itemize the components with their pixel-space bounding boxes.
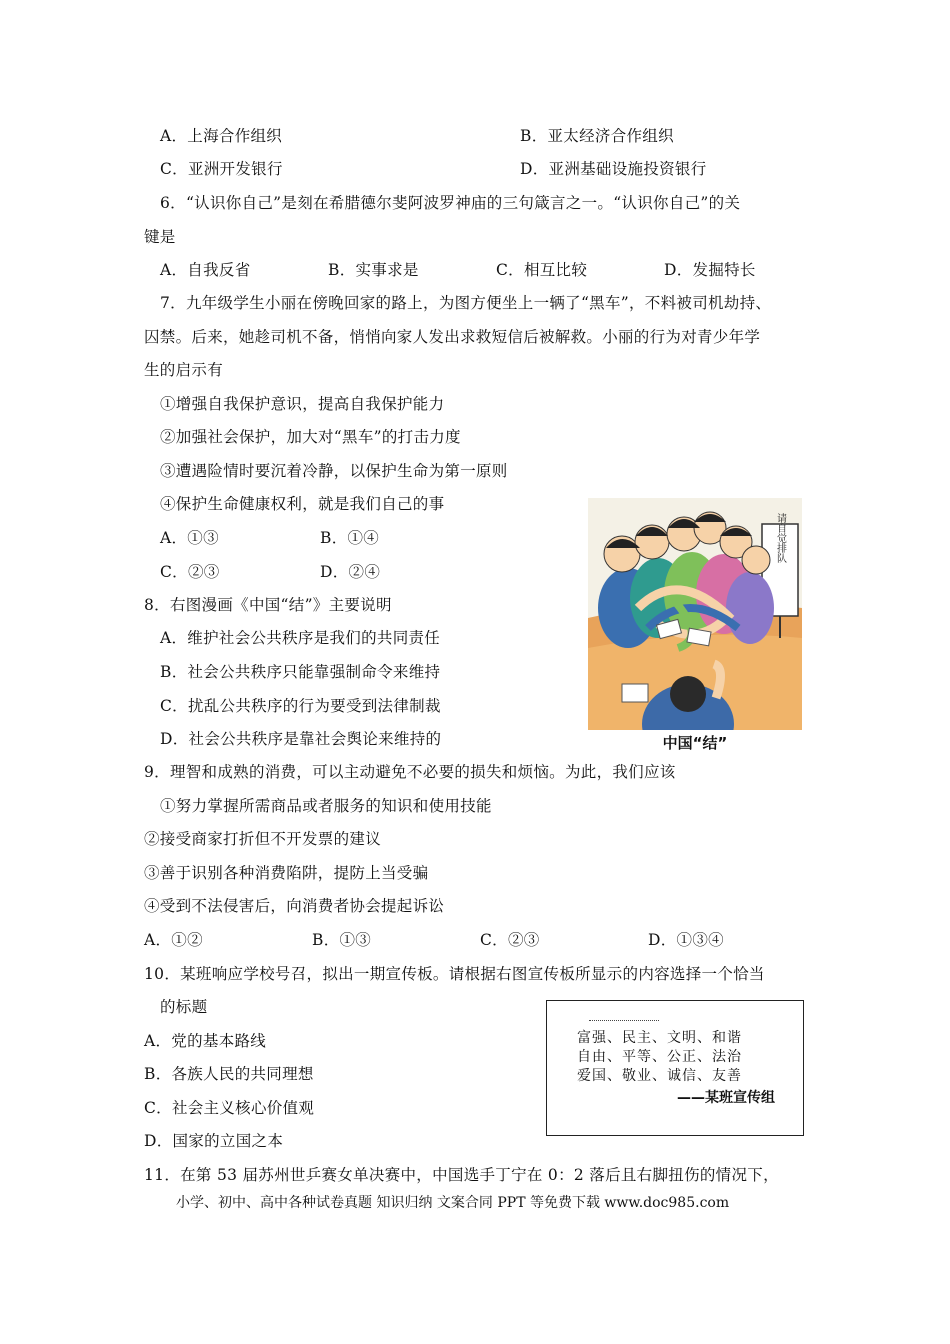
q7-stem-line3: 生的启示有	[144, 361, 224, 379]
q6-option-d: D．发掘特长	[664, 261, 756, 279]
q9-option-c: C．②③	[480, 931, 540, 949]
board-line-1: 富强、民主、文明、和谐	[577, 1030, 742, 1046]
q7-stem-line2: 囚禁。后来，她趁司机不备，悄悄向家人发出求救短信后被解救。小丽的行为对青少年学	[144, 328, 761, 346]
board-dotted-line	[589, 1020, 659, 1021]
q9-option-d: D．①③④	[648, 931, 724, 949]
propaganda-board	[546, 1000, 804, 1136]
q10-option-b: B．各族人民的共同理想	[144, 1065, 314, 1083]
board-signature: ——某班宣传组	[677, 1090, 775, 1106]
q7-statement-4: ④保护生命健康权利，就是我们自己的事	[160, 495, 445, 513]
cartoon-china-knot-image	[588, 498, 802, 730]
q6-stem-line2: 键是	[144, 228, 176, 246]
q8-stem: 8．右图漫画《中国“结”》主要说明	[144, 596, 392, 614]
q5-option-a: A．上海合作组织	[160, 127, 283, 145]
board-line-2: 自由、平等、公正、法治	[577, 1049, 742, 1065]
q7-stem-line1: 7．九年级学生小丽在傍晚回家的路上，为图方便坐上一辆了“黑车”，不料被司机劫持、	[160, 294, 772, 312]
q7-option-a: A．①③	[160, 529, 219, 547]
q7-option-d: D．②④	[320, 563, 381, 581]
q9-option-b: B．①③	[312, 931, 372, 949]
q5-option-d: D．亚洲基础设施投资银行	[520, 160, 707, 178]
q9-statement-3: ③善于识别各种消费陷阱，提防上当受骗	[144, 864, 429, 882]
cartoon-drawing	[588, 498, 802, 730]
q6-option-b: B．实事求是	[328, 261, 419, 279]
q5-option-c: C．亚洲开发银行	[160, 160, 283, 178]
q10-stem-line2: 的标题	[160, 998, 208, 1016]
board-line-3: 爱国、敬业、诚信、友善	[577, 1068, 742, 1084]
q7-statement-2: ②加强社会保护，加大对“黑车”的打击力度	[160, 428, 461, 446]
q10-option-d: D．国家的立国之本	[144, 1132, 284, 1150]
q10-option-a: A．党的基本路线	[144, 1032, 267, 1050]
q10-option-c: C．社会主义核心价值观	[144, 1099, 315, 1117]
q11-stem: 11．在第 53 届苏州世乒赛女单决赛中，中国选手丁宁在 0：2 落后且右脚扭伤的情况下，	[144, 1166, 779, 1184]
q5-option-b: B．亚太经济合作组织	[520, 127, 674, 145]
q8-option-b: B．社会公共秩序只能靠强制命令来维持	[160, 663, 441, 681]
cartoon-caption: 中国“结”	[662, 734, 728, 752]
q6-stem-line1: 6．“认识你自己”是刻在希腊德尔斐阿波罗神庙的三句箴言之一。“认识你自己”的关	[160, 194, 741, 212]
q6-option-c: C．相互比较	[496, 261, 588, 279]
q7-option-c: C．②③	[160, 563, 220, 581]
q7-option-b: B．①④	[320, 529, 380, 547]
q9-statement-4: ④受到不法侵害后，向消费者协会提起诉讼	[144, 897, 445, 915]
cartoon-sign-text: 请自觉排队	[774, 513, 786, 563]
q7-statement-1: ①增强自我保护意识，提高自我保护能力	[160, 395, 445, 413]
q6-option-a: A．自我反省	[160, 261, 251, 279]
q8-option-a: A．维护社会公共秩序是我们的共同责任	[160, 629, 441, 647]
q10-stem-line1: 10．某班响应学校号召，拟出一期宣传板。请根据右图宣传板所显示的内容选择一个恰当	[144, 965, 765, 983]
q7-statement-3: ③遭遇险情时要沉着冷静，以保护生命为第一原则	[160, 462, 508, 480]
q9-statement-2: ②接受商家打折但不开发票的建议	[144, 830, 382, 848]
q8-option-d: D．社会公共秩序是靠社会舆论来维持的	[160, 730, 442, 748]
q9-option-a: A．①②	[144, 931, 203, 949]
q9-statement-1: ①努力掌握所需商品或者服务的知识和使用技能	[160, 797, 492, 815]
page-footer: 小学、初中、高中各种试卷真题 知识归纳 文案合同 PPT 等免费下载 www.doc985.com	[176, 1195, 730, 1211]
q8-option-c: C．扰乱公共秩序的行为要受到法律制裁	[160, 697, 441, 715]
q9-stem: 9．理智和成熟的消费，可以主动避免不必要的损失和烦恼。为此，我们应该	[144, 763, 676, 781]
